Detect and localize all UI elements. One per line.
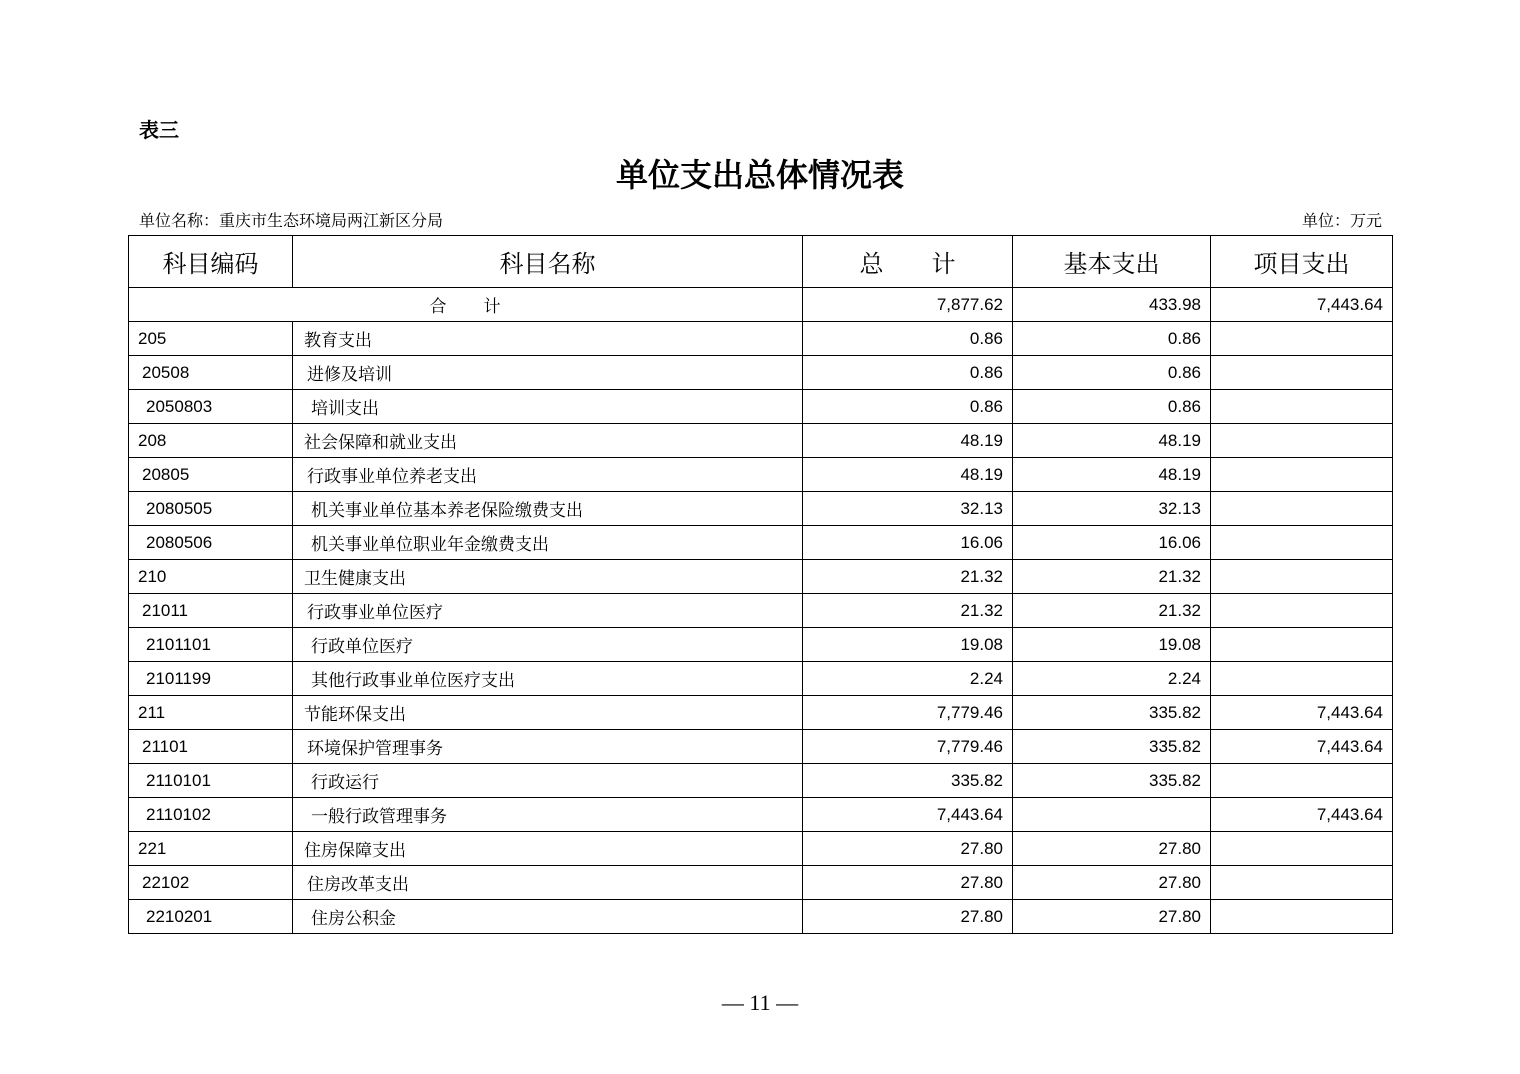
total-cell: 2.24 <box>803 662 1013 696</box>
basic-cell: 27.80 <box>1013 866 1211 900</box>
table-row <box>129 628 1393 662</box>
total-cell: 7,779.46 <box>803 696 1013 730</box>
table-row <box>129 424 1393 458</box>
total-cell: 7,779.46 <box>803 730 1013 764</box>
name-cell: 行政运行 <box>293 764 803 798</box>
basic-cell: 27.80 <box>1013 832 1211 866</box>
basic-cell: 48.19 <box>1013 458 1211 492</box>
column-header-code: 科目编码 <box>129 236 293 288</box>
project-cell: 7,443.64 <box>1211 696 1393 730</box>
project-cell: 7,443.64 <box>1211 730 1393 764</box>
project-cell: 7,443.64 <box>1211 798 1393 832</box>
name-cell: 住房保障支出 <box>293 832 803 866</box>
code-cell: 21101 <box>129 730 293 764</box>
basic-cell: 335.82 <box>1013 730 1211 764</box>
table-row <box>129 526 1393 560</box>
total-cell: 0.86 <box>803 322 1013 356</box>
table-row <box>129 458 1393 492</box>
code-cell: 211 <box>129 696 293 730</box>
name-cell: 行政单位医疗 <box>293 628 803 662</box>
project-cell <box>1211 356 1393 390</box>
basic-cell: 21.32 <box>1013 560 1211 594</box>
code-cell: 2101101 <box>129 628 293 662</box>
table-row <box>129 390 1393 424</box>
table-row <box>129 662 1393 696</box>
total-cell: 21.32 <box>803 560 1013 594</box>
project-cell <box>1211 492 1393 526</box>
name-cell: 一般行政管理事务 <box>293 798 803 832</box>
table-row <box>129 696 1393 730</box>
basic-cell: 32.13 <box>1013 492 1211 526</box>
basic-cell: 21.32 <box>1013 594 1211 628</box>
table-row <box>129 594 1393 628</box>
total-cell: 0.86 <box>803 390 1013 424</box>
code-cell: 20805 <box>129 458 293 492</box>
code-cell: 2110101 <box>129 764 293 798</box>
total-cell: 48.19 <box>803 458 1013 492</box>
basic-cell: 48.19 <box>1013 424 1211 458</box>
total-cell: 48.19 <box>803 424 1013 458</box>
name-cell: 其他行政事业单位医疗支出 <box>293 662 803 696</box>
project-cell <box>1211 866 1393 900</box>
table-row <box>129 866 1393 900</box>
basic-cell: 0.86 <box>1013 322 1211 356</box>
table-row <box>129 798 1393 832</box>
total-basic-cell: 433.98 <box>1013 288 1211 322</box>
code-cell: 208 <box>129 424 293 458</box>
total-row <box>129 288 1393 322</box>
total-cell: 335.82 <box>803 764 1013 798</box>
table-row <box>129 730 1393 764</box>
expenditure-table <box>128 235 1393 934</box>
name-cell: 机关事业单位基本养老保险缴费支出 <box>293 492 803 526</box>
code-cell: 20508 <box>129 356 293 390</box>
basic-cell: 16.06 <box>1013 526 1211 560</box>
total-cell: 19.08 <box>803 628 1013 662</box>
project-cell <box>1211 900 1393 934</box>
project-cell <box>1211 526 1393 560</box>
basic-cell: 2.24 <box>1013 662 1211 696</box>
project-cell <box>1211 458 1393 492</box>
total-cell: 0.86 <box>803 356 1013 390</box>
name-cell: 机关事业单位职业年金缴费支出 <box>293 526 803 560</box>
code-cell: 22102 <box>129 866 293 900</box>
basic-cell: 335.82 <box>1013 696 1211 730</box>
currency-unit: 单位：万元 <box>1301 211 1382 230</box>
total-cell: 27.80 <box>803 866 1013 900</box>
name-cell: 行政事业单位医疗 <box>293 594 803 628</box>
code-cell: 2050803 <box>129 390 293 424</box>
project-cell <box>1211 390 1393 424</box>
total-cell: 32.13 <box>803 492 1013 526</box>
name-cell: 卫生健康支出 <box>293 560 803 594</box>
name-cell: 节能环保支出 <box>293 696 803 730</box>
name-cell: 教育支出 <box>293 322 803 356</box>
code-cell: 210 <box>129 560 293 594</box>
code-cell: 21011 <box>129 594 293 628</box>
table-row <box>129 832 1393 866</box>
code-cell: 2080505 <box>129 492 293 526</box>
unit-name: 单位名称：重庆市生态环境局两江新区分局 <box>139 211 444 230</box>
project-cell <box>1211 322 1393 356</box>
total-cell: 16.06 <box>803 526 1013 560</box>
basic-cell: 0.86 <box>1013 356 1211 390</box>
name-cell: 环境保护管理事务 <box>293 730 803 764</box>
name-cell: 培训支出 <box>293 390 803 424</box>
name-cell: 住房改革支出 <box>293 866 803 900</box>
project-cell <box>1211 662 1393 696</box>
column-header-name: 科目名称 <box>293 236 803 288</box>
table-label: 表三 <box>139 118 179 142</box>
total-label: 合 计 <box>129 288 803 322</box>
column-header-total: 总 计 <box>803 236 1013 288</box>
total-cell: 21.32 <box>803 594 1013 628</box>
table-row <box>129 900 1393 934</box>
table-row <box>129 356 1393 390</box>
basic-cell <box>1013 798 1211 832</box>
code-cell: 2210201 <box>129 900 293 934</box>
total-project-cell: 7,443.64 <box>1211 288 1393 322</box>
basic-cell: 27.80 <box>1013 900 1211 934</box>
project-cell <box>1211 832 1393 866</box>
column-header-project: 项目支出 <box>1211 236 1393 288</box>
column-header-basic: 基本支出 <box>1013 236 1211 288</box>
code-cell: 221 <box>129 832 293 866</box>
total-cell: 7,443.64 <box>803 798 1013 832</box>
table-header-row <box>129 236 1393 288</box>
name-cell: 行政事业单位养老支出 <box>293 458 803 492</box>
table-row <box>129 764 1393 798</box>
basic-cell: 19.08 <box>1013 628 1211 662</box>
total-cell: 27.80 <box>803 900 1013 934</box>
total-cell: 7,877.62 <box>803 288 1013 322</box>
page-title: 单位支出总体情况表 <box>615 156 904 194</box>
project-cell <box>1211 560 1393 594</box>
table-row <box>129 322 1393 356</box>
project-cell <box>1211 764 1393 798</box>
code-cell: 2110102 <box>129 798 293 832</box>
project-cell <box>1211 594 1393 628</box>
code-cell: 2080506 <box>129 526 293 560</box>
name-cell: 进修及培训 <box>293 356 803 390</box>
total-cell: 27.80 <box>803 832 1013 866</box>
code-cell: 205 <box>129 322 293 356</box>
name-cell: 社会保障和就业支出 <box>293 424 803 458</box>
name-cell: 住房公积金 <box>293 900 803 934</box>
project-cell <box>1211 628 1393 662</box>
basic-cell: 335.82 <box>1013 764 1211 798</box>
project-cell <box>1211 424 1393 458</box>
basic-cell: 0.86 <box>1013 390 1211 424</box>
table-row <box>129 492 1393 526</box>
page-number: — 11 — <box>721 990 799 1015</box>
code-cell: 2101199 <box>129 662 293 696</box>
table-row <box>129 560 1393 594</box>
